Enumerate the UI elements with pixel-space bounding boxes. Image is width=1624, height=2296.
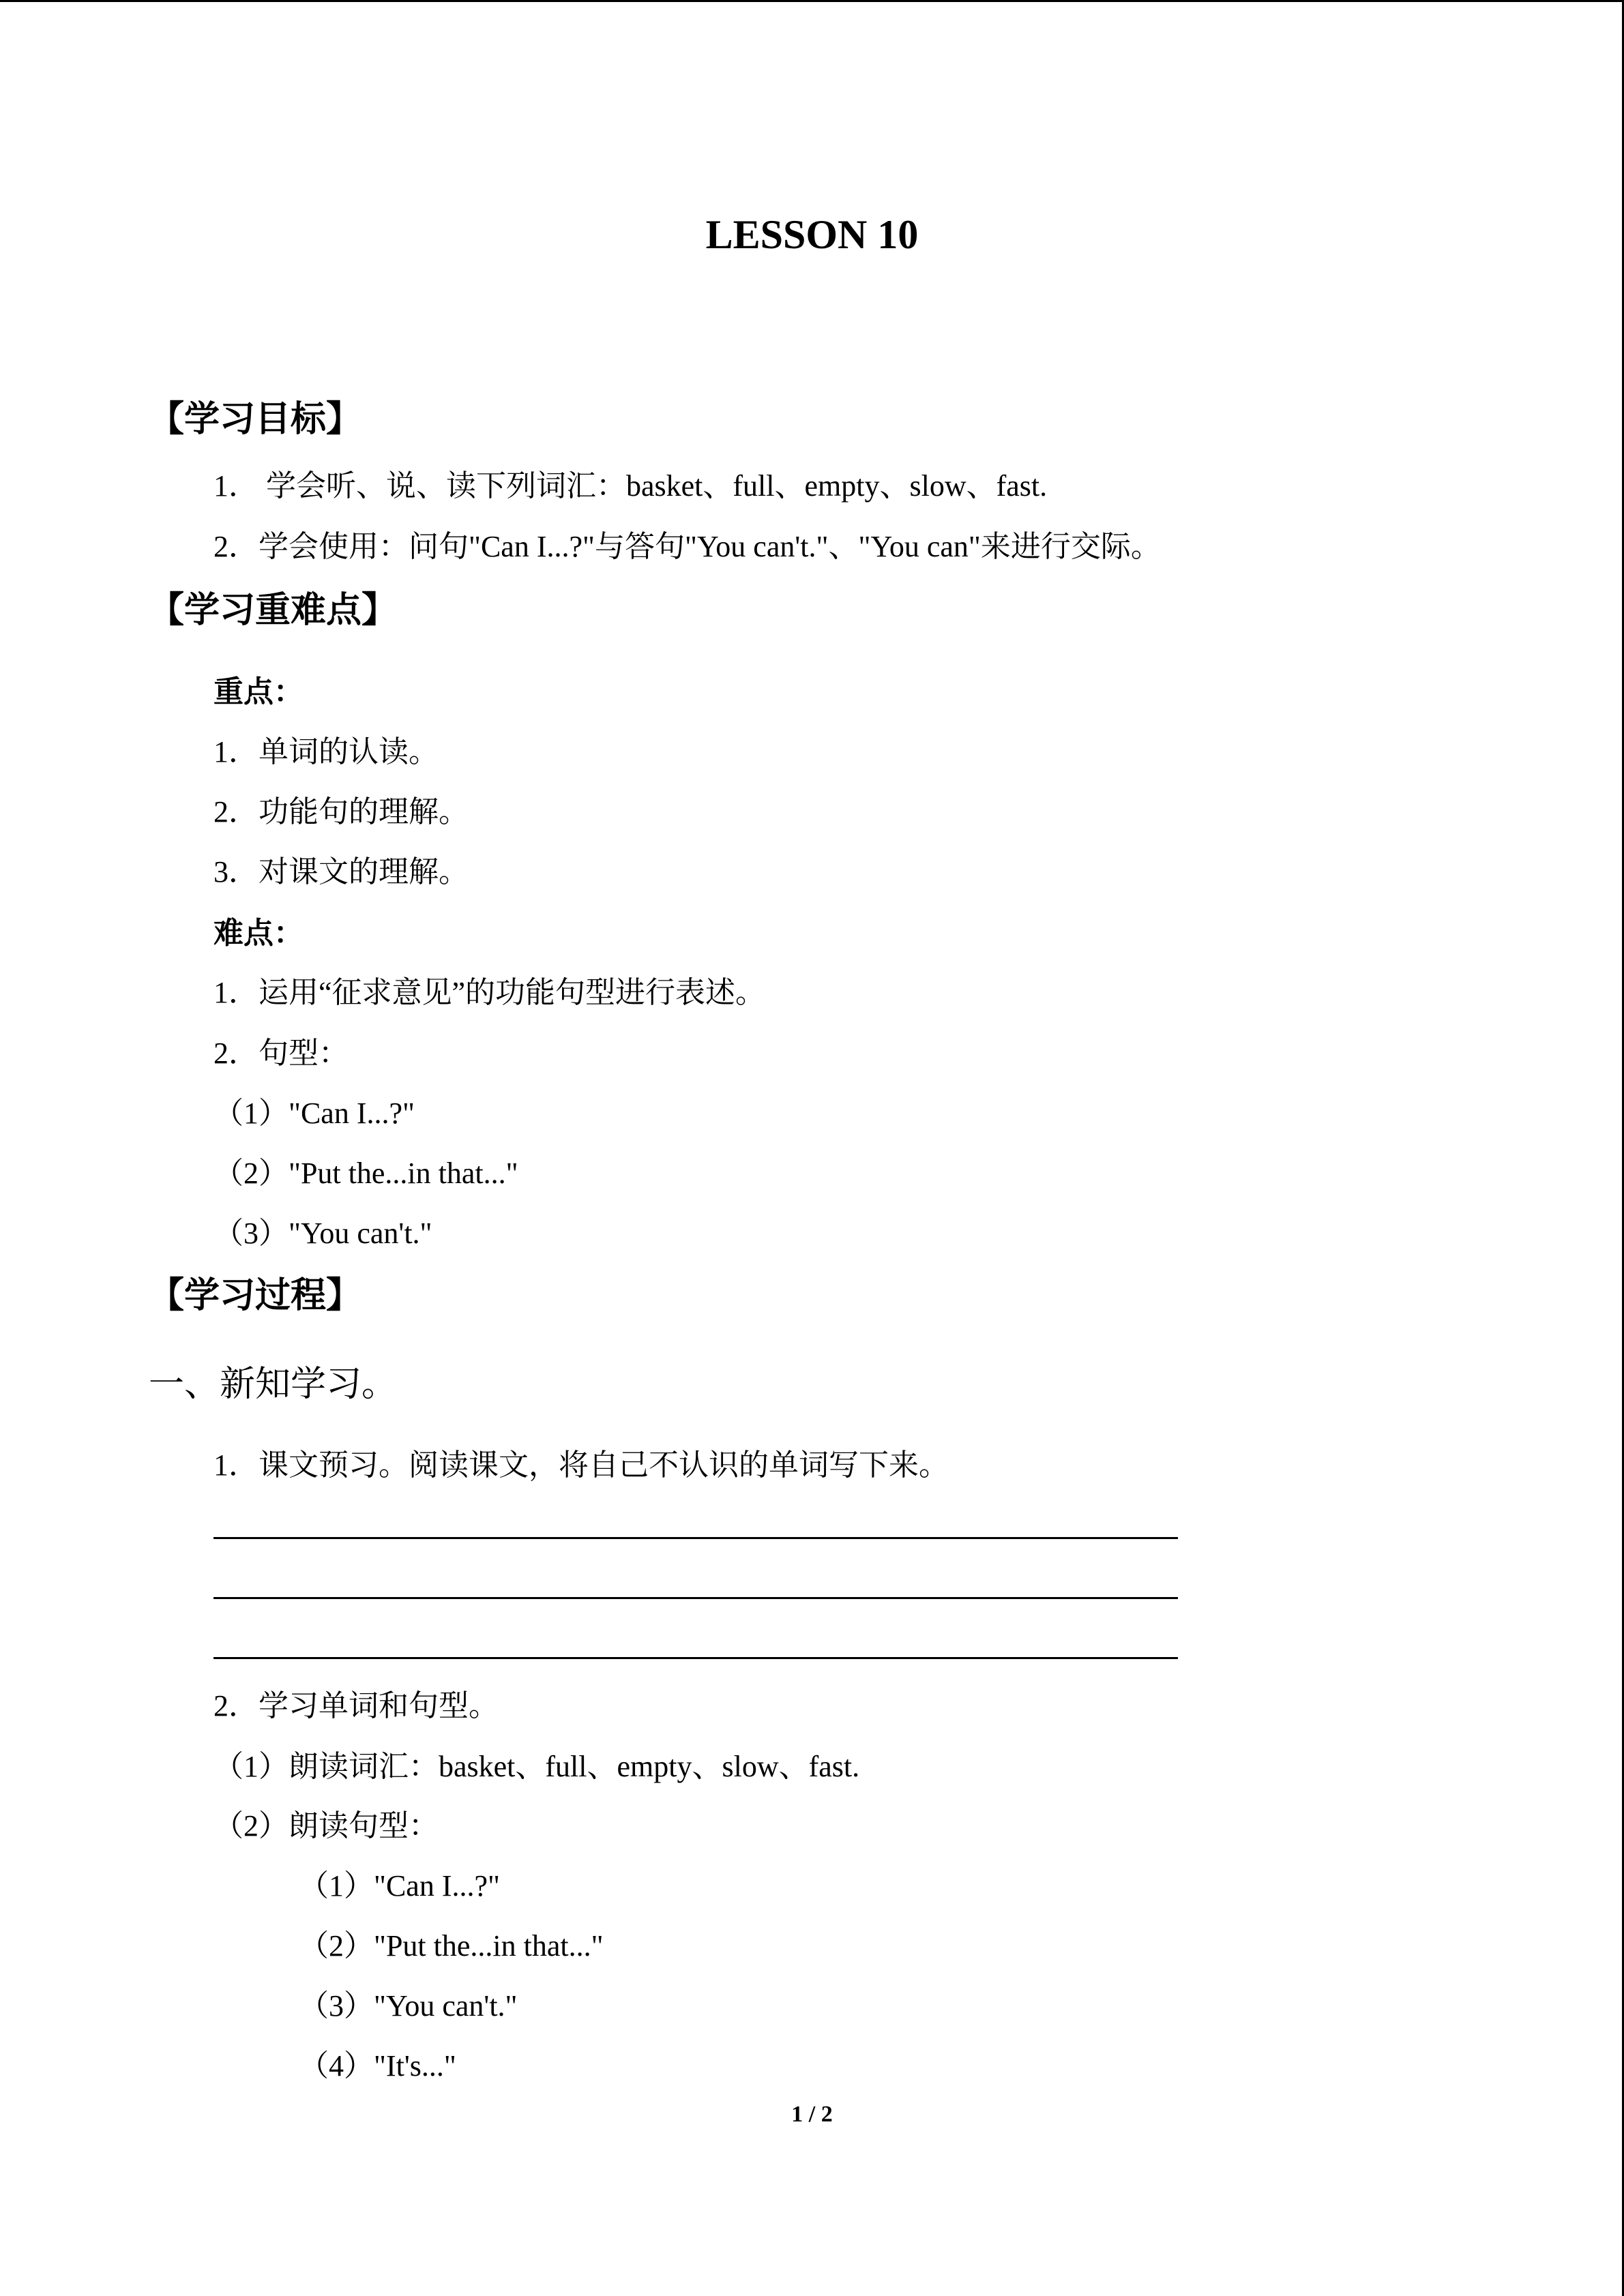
- answer-line-2[interactable]: [213, 1597, 1178, 1599]
- goals-heading: 【学习目标】: [149, 399, 362, 440]
- focus-heading: 【学习重难点】: [149, 590, 398, 631]
- difficult-point-3: （1）"Can I...?": [213, 1097, 415, 1130]
- process-heading: 【学习过程】: [149, 1275, 362, 1316]
- difficult-point-5: （3）"You can't.": [213, 1217, 432, 1250]
- part1-title: 一、新知学习。: [149, 1364, 398, 1405]
- difficult-point-4: （2）"Put the...in that...": [213, 1157, 518, 1190]
- step2-text: 2．学习单词和句型。: [213, 1689, 499, 1723]
- goals-item-1: 1． 学会听、说、读下列词汇：basket、full、empty、slow、fast.: [213, 469, 1048, 503]
- pattern-2: （2）"Put the...in that...": [299, 1929, 604, 1963]
- page-number: 1 / 2: [791, 2102, 833, 2127]
- page-border-top: [0, 0, 1624, 2]
- key-point-1: 1．单词的认读。: [213, 735, 439, 769]
- goals-item-2: 2．学会使用：问句"Can I...?"与答句"You can't."、"You can"来进行交际。: [213, 530, 1161, 563]
- step1-text: 1．课文预习。阅读课文，将自己不认识的单词写下来。: [213, 1448, 949, 1482]
- pattern-1: （1）"Can I...?": [299, 1869, 500, 1903]
- difficult-point-2: 2．句型：: [213, 1037, 349, 1070]
- pattern-4: （4）"It's...": [299, 2049, 456, 2083]
- difficult-point-1: 1．运用“征求意见”的功能句型进行表述。: [213, 976, 766, 1009]
- key-point-2: 2．功能句的理解。: [213, 795, 469, 829]
- answer-line-3[interactable]: [213, 1657, 1178, 1659]
- key-points-label: 重点：: [213, 674, 304, 709]
- pattern-3: （3）"You can't.": [299, 1989, 518, 2023]
- key-point-3: 3．对课文的理解。: [213, 855, 469, 889]
- difficult-points-label: 难点：: [213, 916, 304, 951]
- answer-line-1[interactable]: [213, 1537, 1178, 1539]
- step2-item-2: （2）朗读句型：: [213, 1809, 439, 1843]
- page-title: LESSON 10: [705, 212, 919, 257]
- step2-item-1: （1）朗读词汇：basket、full、empty、slow、fast.: [213, 1750, 860, 1783]
